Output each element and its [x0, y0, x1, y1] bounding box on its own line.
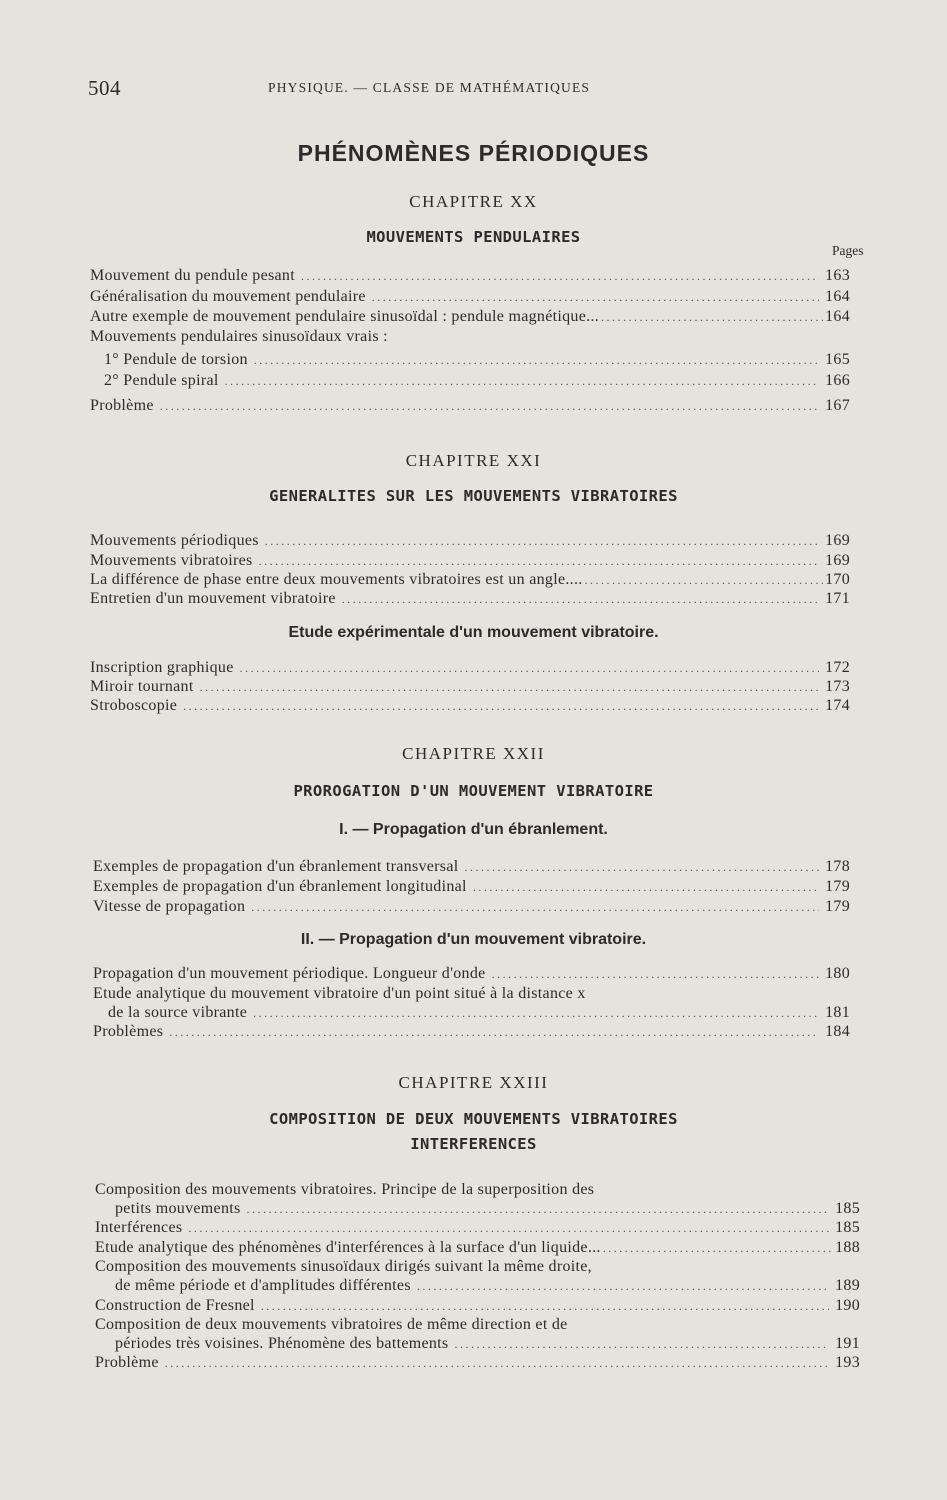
- entry-page: 174: [825, 697, 850, 714]
- dot-leader: [253, 1004, 819, 1023]
- entry-title: de la source vibrante: [108, 1004, 248, 1021]
- dot-leader: [492, 965, 820, 984]
- toc-entry: [115, 1199, 860, 1219]
- toc-entry: [93, 857, 850, 877]
- dot-leader: [464, 858, 819, 877]
- toc-entry: [93, 1022, 850, 1042]
- toc-entry: [90, 266, 850, 286]
- toc-entry: [90, 589, 850, 609]
- dot-leader: [160, 397, 819, 416]
- running-head: [88, 76, 848, 100]
- dot-leader: [473, 878, 819, 897]
- entry-page: 169: [825, 532, 850, 549]
- toc-entry: [90, 551, 850, 571]
- dot-leader: [603, 1239, 833, 1258]
- running-title: PHYSIQUE. — CLASSE DE MATHÉMATIQUES: [268, 80, 591, 95]
- section-heading: I. — Propagation d'un ébranlement.: [339, 821, 608, 838]
- chapter-label: CHAPITRE XXI: [405, 451, 542, 470]
- entry-title: Vitesse de propagation: [93, 898, 246, 915]
- dot-leader: [240, 659, 819, 678]
- entry-page: 191: [835, 1335, 860, 1352]
- chapter-label: CHAPITRE XXIII: [398, 1073, 549, 1092]
- toc-entry: [93, 877, 850, 897]
- entry-page: 169: [825, 552, 850, 569]
- dot-leader: [301, 267, 819, 286]
- entry-page: 184: [825, 1023, 850, 1040]
- toc-entry: [95, 1238, 860, 1258]
- dot-leader: [225, 372, 820, 391]
- dot-leader: [254, 351, 819, 370]
- toc-entry: [90, 677, 850, 697]
- entry-page: 179: [825, 878, 850, 895]
- entry-title: Problème: [90, 397, 154, 414]
- main-title: PHÉNOMÈNES PÉRIODIQUES: [297, 140, 650, 166]
- entry-title: Construction de Fresnel: [95, 1297, 255, 1314]
- toc-entry: [90, 570, 850, 590]
- entry-page: 164: [825, 288, 850, 305]
- section-heading: II. — Propagation d'un mouvement vibratoire.: [300, 931, 647, 948]
- entry-page: 166: [825, 372, 850, 389]
- dot-leader: [585, 571, 824, 590]
- entry-page: 179: [825, 898, 850, 915]
- entry-page: 165: [825, 351, 850, 368]
- dot-leader: [200, 678, 820, 697]
- chapter-title-line2: INTERFERENCES: [410, 1135, 537, 1153]
- dot-leader: [261, 1297, 829, 1316]
- entry-page: 189: [835, 1277, 860, 1294]
- entry-page: 170: [825, 571, 850, 588]
- entry-page: 185: [835, 1219, 860, 1236]
- toc-entry: [90, 396, 850, 416]
- entry-title: Inscription graphique: [90, 659, 234, 676]
- entry-title: Exemples de propagation d'un ébranlement transversal: [93, 858, 459, 875]
- toc-entry: [93, 897, 850, 917]
- toc-entry-first-line: Composition des mouvements sinusoïdaux dirigés suivant la même droite,: [95, 1258, 592, 1275]
- entry-page: 164: [825, 308, 850, 325]
- toc-entry: [104, 371, 850, 391]
- entry-title: petits mouvements: [115, 1200, 241, 1217]
- dot-leader: [188, 1219, 829, 1238]
- dot-leader: [372, 288, 819, 307]
- entry-title: Problèmes: [93, 1023, 164, 1040]
- chapter-title: MOUVEMENTS PENDULAIRES: [366, 228, 581, 246]
- chapter-title: COMPOSITION DE DEUX MOUVEMENTS VIBRATOIRES: [269, 1110, 678, 1128]
- entry-page: 173: [825, 678, 850, 695]
- entry-title: La différence de phase entre deux mouvements vibratoires est un angle....: [90, 571, 583, 588]
- dot-leader: [454, 1335, 829, 1354]
- entry-title: Stroboscopie: [90, 697, 178, 714]
- dot-leader: [417, 1277, 829, 1296]
- entry-page: 181: [825, 1004, 850, 1021]
- entry-title: de même période et d'amplitudes différentes: [115, 1277, 411, 1294]
- entry-title: Mouvements vibratoires: [90, 552, 253, 569]
- entry-title: Généralisation du mouvement pendulaire: [90, 288, 366, 305]
- entry-page: 171: [825, 590, 850, 607]
- chapter-label: CHAPITRE XXII: [402, 744, 545, 763]
- toc-entry: [95, 1218, 860, 1238]
- entry-title: Miroir tournant: [90, 678, 194, 695]
- toc-entry: [90, 696, 850, 716]
- entry-title: Autre exemple de mouvement pendulaire sinusoïdal : pendule magnétique...: [90, 308, 600, 325]
- dot-leader: [165, 1354, 829, 1373]
- entry-page: 180: [825, 965, 850, 982]
- subsection-heading: Etude expérimentale d'un mouvement vibratoire.: [288, 624, 659, 641]
- entry-title: Mouvements périodiques: [90, 532, 259, 549]
- entry-page: 193: [835, 1354, 860, 1371]
- toc-entry: [115, 1276, 860, 1296]
- toc-entry: [108, 1003, 850, 1023]
- toc-entry: [90, 307, 850, 327]
- chapter-title: GENERALITES SUR LES MOUVEMENTS VIBRATOIRES: [269, 487, 678, 505]
- entry-title: Problème: [95, 1354, 159, 1371]
- toc-entry: [90, 658, 850, 678]
- entry-title: 2° Pendule spiral: [104, 372, 219, 389]
- entry-page: 178: [825, 858, 850, 875]
- dot-leader: [183, 697, 819, 716]
- entry-page: 172: [825, 659, 850, 676]
- entry-title: Etude analytique des phénomènes d'interférences à la surface d'un liquide...: [95, 1239, 601, 1256]
- toc-entry-first-line: Composition des mouvements vibratoires. Principe de la superposition des: [95, 1181, 595, 1198]
- toc-entry-first-line: Etude analytique du mouvement vibratoire d'un point situé à la distance x: [93, 985, 586, 1002]
- dot-leader: [265, 532, 819, 551]
- chapter-label: CHAPITRE XX: [409, 192, 538, 211]
- entry-title: Mouvement du pendule pesant: [90, 267, 295, 284]
- page-number: 504: [88, 76, 121, 100]
- toc-entry-first-line: Composition de deux mouvements vibratoires de même direction et de: [95, 1316, 568, 1333]
- entry-page: 190: [835, 1297, 860, 1314]
- entry-title: périodes très voisines. Phénomène des battements: [115, 1335, 449, 1352]
- toc-entry: [115, 1334, 860, 1354]
- dot-leader: [247, 1200, 830, 1219]
- toc-entry: [104, 350, 850, 370]
- dot-leader: [169, 1023, 819, 1042]
- toc-entry: [95, 1296, 860, 1316]
- chapter-title: PROROGATION D'UN MOUVEMENT VIBRATOIRE: [293, 782, 654, 800]
- toc-entry: [95, 1353, 860, 1373]
- entry-page: 188: [835, 1239, 860, 1256]
- toc-entry: [90, 531, 850, 551]
- entry-title: Propagation d'un mouvement périodique. Longueur d'onde: [93, 965, 486, 982]
- entry-title: Interférences: [95, 1219, 183, 1236]
- entry-page: 185: [835, 1200, 860, 1217]
- toc-entry: [93, 964, 850, 984]
- dot-leader: [259, 552, 820, 571]
- pages-column-label: Pages: [832, 243, 864, 258]
- entry-page: 167: [825, 397, 850, 414]
- entry-title: 1° Pendule de torsion: [104, 351, 248, 368]
- dot-leader: [342, 590, 819, 609]
- dot-leader: [601, 308, 823, 327]
- toc-entry-continued: Mouvements pendulaires sinusoïdaux vrais :: [90, 328, 388, 345]
- dot-leader: [251, 898, 819, 917]
- entry-title: Exemples de propagation d'un ébranlement longitudinal: [93, 878, 467, 895]
- entry-title: Entretien d'un mouvement vibratoire: [90, 590, 336, 607]
- toc-entry: [90, 287, 850, 307]
- entry-page: 163: [825, 267, 850, 284]
